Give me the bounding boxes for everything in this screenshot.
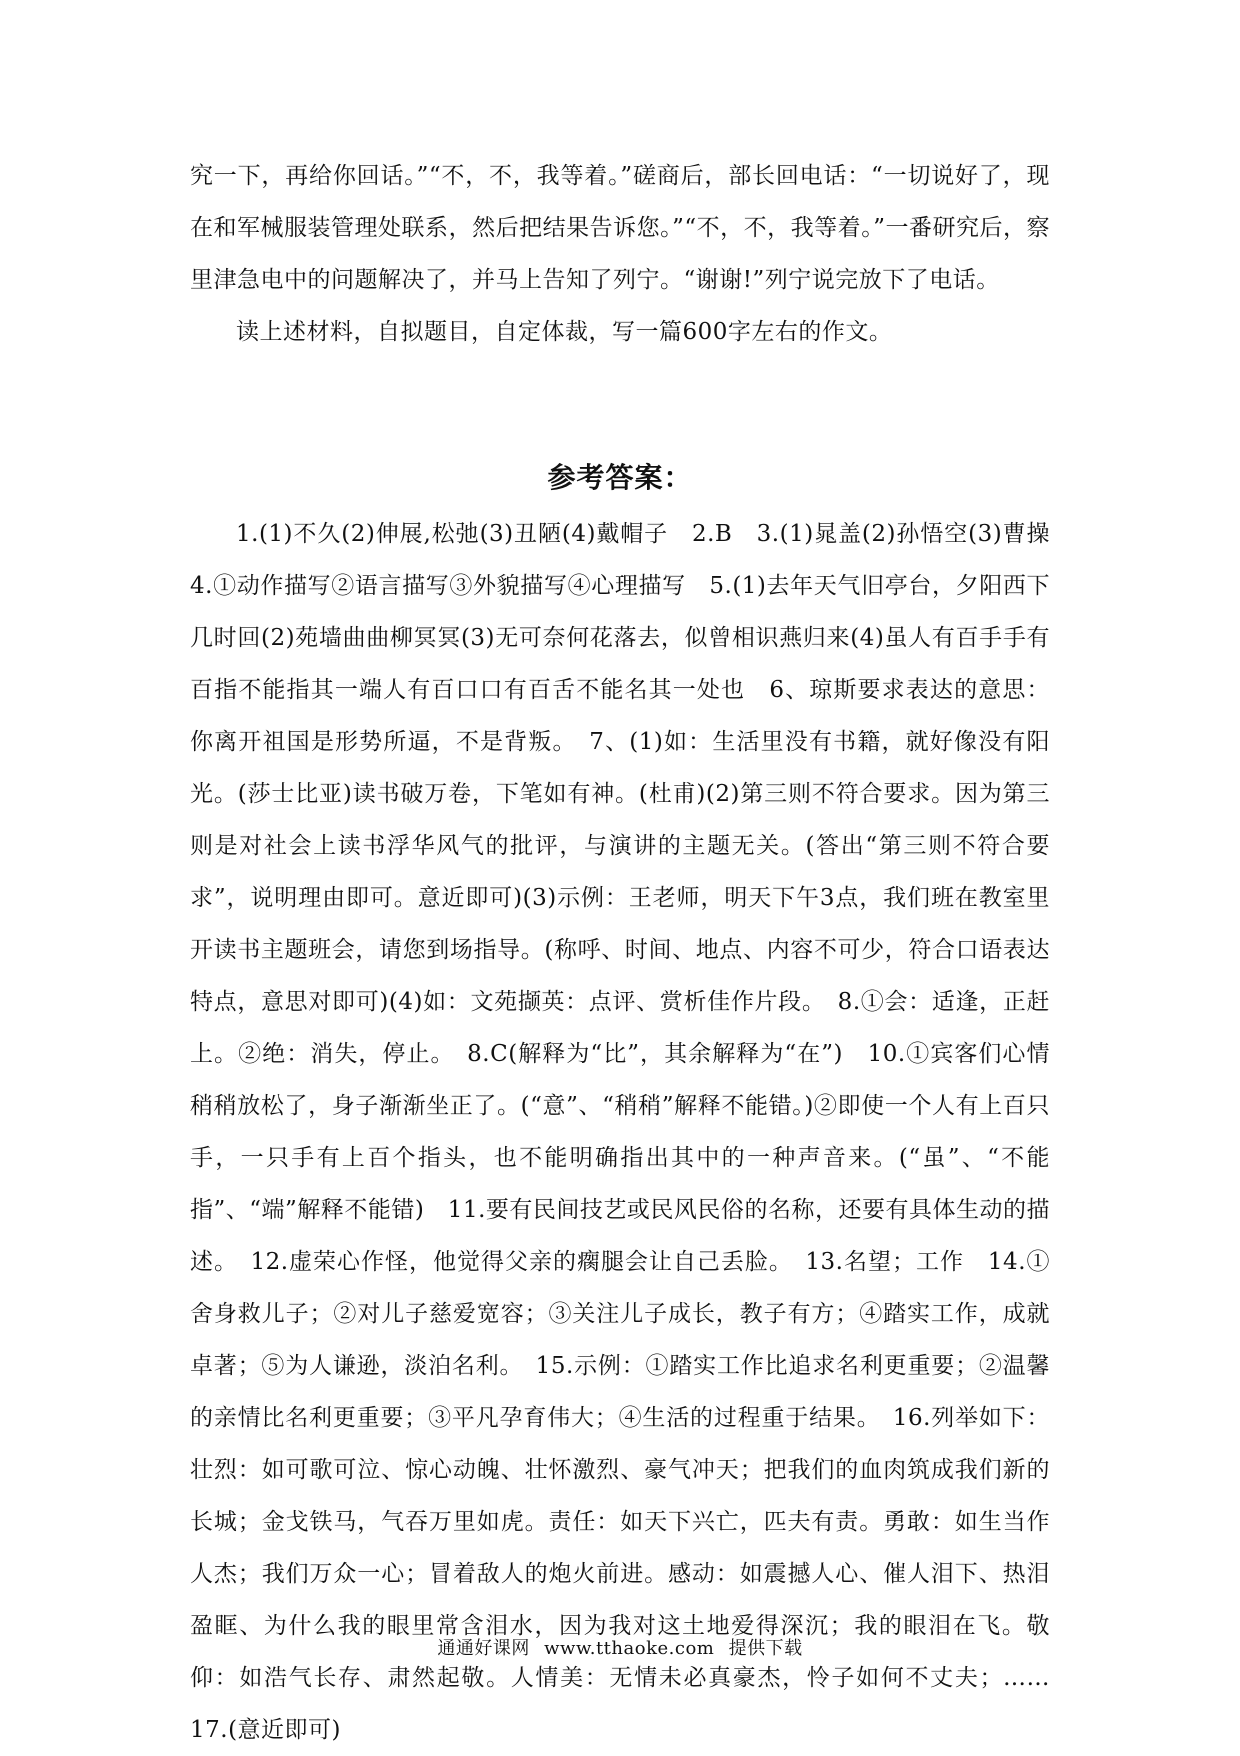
essay-prompt: 读上述材料，自拟题目，自定体裁，写一篇600字左右的作文。	[236, 319, 893, 345]
footer-url[interactable]: www.tthaoke.com	[544, 1638, 715, 1659]
answers-heading: 参考答案：	[547, 461, 693, 494]
answers-body: 1.(1)不久(2)伸展,松弛(3)丑陋(4)戴帽子 2.B 3.(1)晁盖(2)孙悟空(3)曹操 4.①动作描写②语言描写③外貌描写④心理描写 5.(1)去年天气旧亭台，夕阳西下几时回(2)苑墙曲曲柳冥冥(3)无可奈何花落去，似曾相识燕归来(4)虽人有百手手有百指不能指其一端人有百口口有百舌不能名其一处也 6、琼斯要求表达的意思：你离开祖国是形势所逼，不是背叛。 7、(1)如：生活里没有书籍，就好像没有阳光。(莎士比亚)读书破万卷，下笔如有神。(杜甫)(2)第三则不符合要求。因为第三则是对社会上读书浮华风气的批评，与演讲的主题无关。(答出“第三则不符合要求”，说明理由即可。意近即可)(3)示例：王老师，明天下午3点，我们班在教室里开读书主题班会，请您到场指导。(称呼、时间、地点、内容不可少，符合口语表达特点，意思对即可)(4)如：文苑撷英：点评、赏析佳作片段。 8.①会：适逢，正赶上。②绝：消失，停止。 8.C(解释为“比”，其余解释为“在”) 10.①宾客们心情稍稍放松了，身子渐渐坐正了。(“意”、“稍稍”解释不能错。)②即使一个人有上百只手，一只手有上百个指头，也不能明确指出其中的一种声音来。(“虽”、“不能指”、“端”解释不能错) 11.要有民间技艺或民风民俗的名称，还要有具体生动的描述。 12.虚荣心作怪，他觉得父亲的瘸腿会让自己丢脸。 13.名望；工作 14.①舍身救儿子；②对儿子慈爱宽容；③关注儿子成长，教子有方；④踏实工作，成就卓著；⑤为人谦逊，淡泊名利。 15.示例：①踏实工作比追求名利更重要；②温馨的亲情比名利更重要；③平凡孕育伟大；④生活的过程重于结果。 16.列举如下：壮烈：如可歌可泣、惊心动魄、壮怀激烈、豪气冲天；把我们的血肉筑成我们新的长城；金戈铁马，气吞万里如虎。责任：如天下兴亡，匹夫有责。勇敢：如生当作人杰；我们万众一心；冒着敌人的炮火前进。感动：如震撼人心、催人泪下、热泪盈眶、为什么我的眼里常含泪水，因为我对这土地爱得深沉；我的眼泪在飞。敬仰：如浩气长存、肃然起敬。人情美：无情未必真豪杰，怜子如何不丈夫；…… 17.(意近即可)	[190, 521, 1074, 1743]
essay-material-section	[190, 150, 1050, 358]
footer-suffix: 提供下载	[728, 1638, 803, 1659]
answers-section	[190, 508, 1074, 1756]
footer-site-name: 通通好课网	[437, 1638, 530, 1659]
page-footer	[0, 1634, 1240, 1660]
material-continuation: 究一下，再给你回话。”“不，不，我等着。”磋商后，部长回电话：“一切说好了，现在和军械服装管理处联系，然后把结果告诉您。”“不，不，我等着。”一番研究后，察里津急电中的问题解决了，并马上告知了列宁。“谢谢!”列宁说完放下了电话。	[190, 163, 1050, 293]
